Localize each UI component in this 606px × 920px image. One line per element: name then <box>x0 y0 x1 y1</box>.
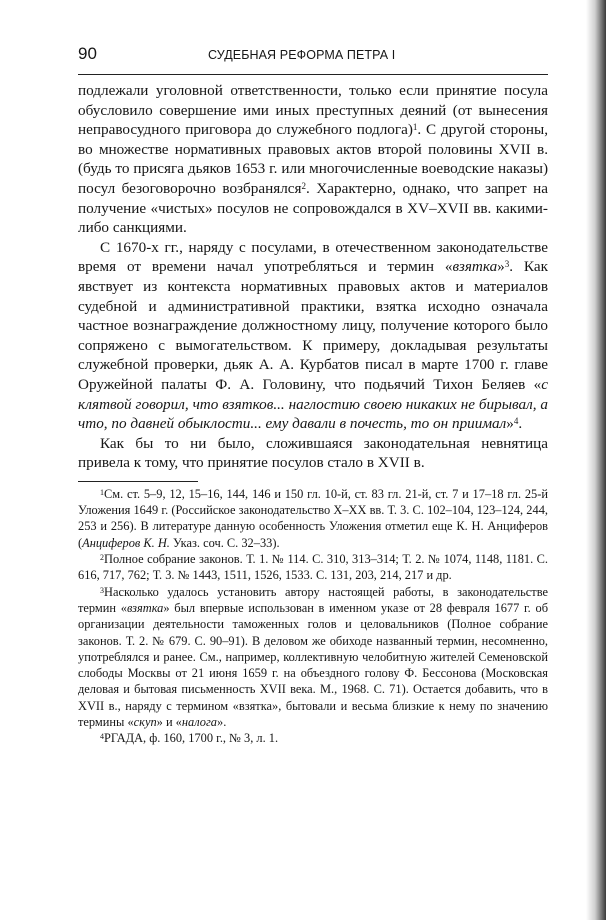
text-run: Насколько удалось установить автору настоящей работы, в законодательстве термин « <box>78 584 548 615</box>
text-run: » и « <box>156 715 182 730</box>
text-run: Указ. соч. С. 32–33). <box>169 535 280 550</box>
text-run: . Как явствует из контекста нормативных правовых актов и материалов судебной и административной практики, взятка исходно означала частное вознаграждение должностному лицу, получение которого было сопряжено с вымогательством. К примеру, докладывая результаты служебной проверки, дьяк А. А. Курбатов писал в марте 1700 г. главе Оружейной палаты Ф. А. Головину, что подьячий Тихон Беляев « <box>78 258 548 393</box>
text-run: См. ст. 5–9, 12, 15–16, 144, 146 и 150 гл. 10-й, ст. 83 гл. 21-й, ст. 7 и 17–18 гл. 25-й Уложения 1649 г. (Российское законодательство X–XX вв. Т. 3. С. 102–104, 123–124, 244, 253 и 256). В литературе данную особенность Уложения отметил еще К. Н. Анциферов ( <box>78 486 548 550</box>
author-name: Анциферов К. Н. <box>82 535 170 550</box>
text-run: подлежали уголовной ответственности, только если принятие посула обусловило совершение ими иных преступных деяний (от вынесения неправосудного приговора до служебного подлога) <box>78 82 548 139</box>
footnote-number: 4 <box>100 732 104 742</box>
text-run: РГАДА, ф. 160, 1700 г., № 3, л. 1. <box>104 731 279 746</box>
text-run: » был впервые использован в именном указе от 28 февраля 1677 г. об организации деятельности таможенных голов и целовальников (Полное собрание законов. Т. 2. № 679. С. 90–91). В деловом же обиходе названный термин, несомненно, употреблялся и ранее. См., например, коллективную челобитную жителей Семеновской слободы Москвы от 21 июня 1659 г. на объездного голову Ф. Бессонова (Московская деловая и бытовая письменность XVII века. М., 1968. С. 71). Остается добавить, что в XVII в., наряду с термином «взятка», бытовали и весьма близкие к нему по значению термины « <box>78 600 548 730</box>
footnote-2 <box>78 551 548 584</box>
text-run: С 1670-х гг., наряду с посулами, в отечественном законодательстве время от времени начал употребляться и термин « <box>78 238 548 276</box>
footnote-3 <box>78 584 548 731</box>
text-run: » <box>506 415 514 433</box>
text-run: Полное собрание законов. Т. 1. № 114. С. 310, 313–314; Т. 2. № 1074, 1148, 1181. С. 616, 717, 762; Т. 3. № 1443, 1511, 1526, 1533. С. 131, 203, 214, 217 и др. <box>78 552 548 583</box>
footnote-ref-1: 1 <box>412 122 418 133</box>
footnote-ref-3: 3 <box>504 259 510 270</box>
text-run: . Характерно, однако, что запрет на получение «чистых» посулов не сопровождался в XV–XVII вв. какими-либо санкциями. <box>78 179 548 237</box>
footnote-number: 2 <box>100 553 104 563</box>
running-title: СУДЕБНАЯ РЕФОРМА ПЕТРА I <box>208 48 396 62</box>
main-text <box>78 81 548 473</box>
paragraph-2 <box>78 238 548 434</box>
text-run: » <box>497 258 505 276</box>
footnote-rule <box>78 481 198 482</box>
page-number: 90 <box>78 44 97 63</box>
footnote-4 <box>78 730 548 746</box>
term-naloga: налога <box>181 715 217 730</box>
book-page <box>78 44 548 747</box>
text-run: . С другой стороны, во множестве нормативных правовых актов второй половины XVII в. (будь то присяга дьяков 1653 г. или многочисленные воеводские наказы) посул безоговорочно возбранялся <box>78 121 548 197</box>
term-vzyatka: взятка <box>452 258 498 276</box>
page-header <box>78 44 548 66</box>
footnote-number: 1 <box>100 487 104 497</box>
text-run: ». <box>217 715 227 730</box>
term-vzyatka: взятка <box>126 600 164 615</box>
page-edge-shadow <box>586 0 606 920</box>
footnote-number: 3 <box>100 585 104 595</box>
header-rule <box>78 74 548 75</box>
paragraph-3: Как бы то ни было, сложившаяся законодательная невнятица привела к тому, что принятие посулов стало в XVII в. <box>78 434 548 472</box>
quotation: с клятвой говорил, что взятков... наглостию своею никаких не бирывал, а что, по давней обыклости... ему давали в почесть, то он приимал <box>78 375 548 433</box>
text-run: . <box>518 415 523 433</box>
footnote-1 <box>78 486 548 551</box>
footnote-ref-4: 4 <box>513 416 519 427</box>
term-skup: скуп <box>133 715 157 730</box>
footnote-ref-2: 2 <box>301 180 307 191</box>
footnotes <box>78 486 548 747</box>
paragraph-1 <box>78 81 548 238</box>
